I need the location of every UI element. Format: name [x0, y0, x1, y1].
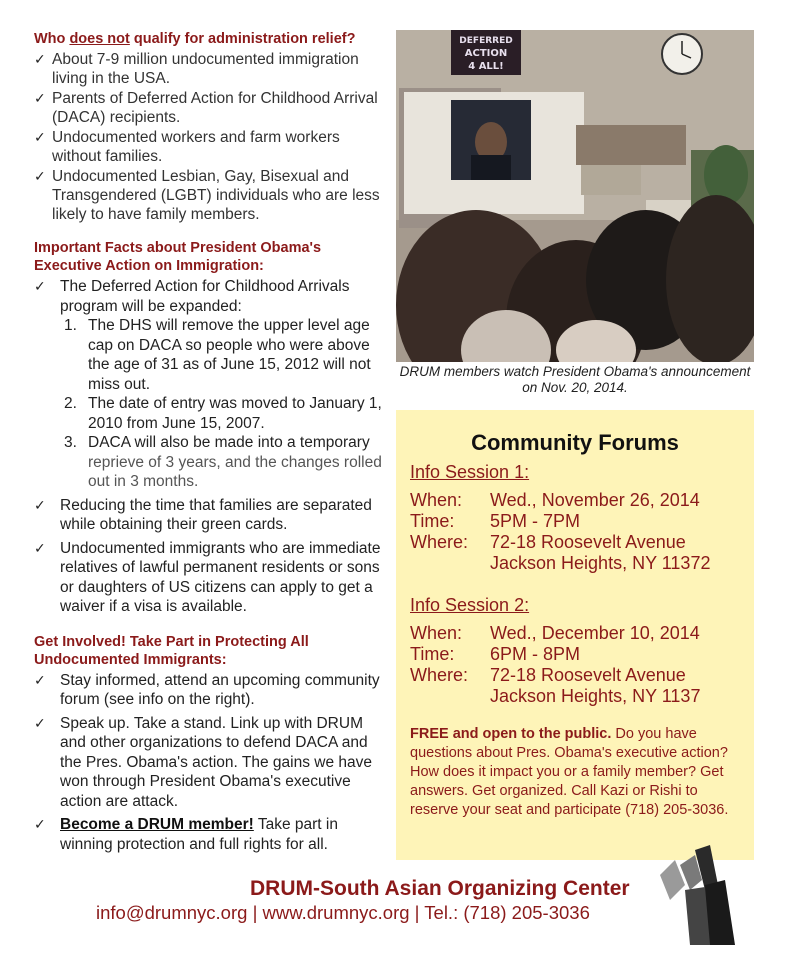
list-item: ✓ Stay informed, attend an upcoming community forum (see info on the right). — [34, 671, 380, 708]
not-qualify-list — [34, 50, 384, 224]
facts-list — [34, 277, 384, 617]
sign-text-2: ACTION — [464, 48, 508, 59]
session-1-where: Where: 72-18 Roosevelt Avenue — [410, 532, 686, 552]
list-item: ✓ Reducing the time that families are separated while obtaining their green cards. — [34, 496, 372, 533]
check-icon: ✓ — [34, 168, 46, 184]
list-item: ✓ Become a DRUM member! Take part in winning protection and full rights for all. — [34, 816, 338, 853]
forums-title: Community Forums — [471, 430, 679, 455]
check-icon: ✓ — [34, 51, 46, 67]
check-icon: ✓ — [34, 90, 46, 106]
session-2-where: Where: 72-18 Roosevelt Avenue — [410, 665, 686, 685]
photo — [396, 30, 754, 362]
session-2-label: Info Session 2: — [410, 595, 530, 615]
session-1-where-2: Jackson Heights, NY 11372 — [490, 553, 711, 573]
list-item: ✓ Undocumented immigrants who are immediate relatives of lawful permanent residents or sons or daughters of US citizens can apply to get a waiver if a visa is available. — [34, 539, 381, 615]
check-icon: ✓ — [34, 129, 46, 145]
session-2-when: When: Wed., December 10, 2014 — [410, 623, 700, 643]
session-1-when: When: Wed., November 26, 2014 — [410, 490, 700, 510]
check-icon: ✓ — [34, 816, 46, 832]
list-item: ✓ Undocumented Lesbian, Gay, Bisexual and Transgendered (LGBT) individuals who are less likely to have family members. — [34, 168, 380, 223]
photo-illustration — [396, 30, 754, 362]
session-1-label: Info Session 1: — [410, 462, 530, 482]
involved-list — [34, 671, 384, 855]
sublist-item: 1. The DHS will remove the upper level age cap on DACA so people who were above the age of 31 as of June 15, 2012 will not miss out. — [64, 317, 371, 393]
list-item: ✓ The Deferred Action for Childhood Arrivals program will be expanded: 1. The DHS will remove the upper level age cap on DACA so people who were above the age of 31 as of June 15, 2012 will not miss out. 2. The date of entry was moved to January 1, 2010 from June 15, 2007. 3. DACA will also be made into a temporary reprieve of 3 years, and the changes rolled out in 3 months. — [34, 277, 384, 492]
sign-text-1: DEFERRED — [459, 36, 513, 46]
drum-logo-icon — [650, 845, 745, 945]
list-item: ✓ Speak up. Take a stand. Link up with DRUM and other organizations to defend DACA and the Pres. Obama's action. The gains we have won through President Obama's executive action are attack. — [34, 714, 372, 810]
check-icon: ✓ — [34, 496, 46, 513]
community-forums-box — [396, 410, 754, 860]
session-2-time: Time: 6PM - 8PM — [410, 644, 581, 664]
heading-not-qualify: Who does not qualify for administration relief? — [34, 31, 356, 47]
sublist-item: 2. The date of entry was moved to January 1, 2010 from June 15, 2007. — [64, 395, 382, 432]
list-item: ✓ Undocumented workers and farm workers without families. — [34, 129, 340, 165]
photo-caption: DRUM members watch President Obama's announcement on Nov. 20, 2014. — [399, 364, 751, 395]
heading-important-facts: Important Facts about President Obama's Executive Action on Immigration: — [34, 240, 322, 274]
list-item: ✓ About 7-9 million undocumented immigration living in the USA. — [34, 51, 359, 87]
check-icon: ✓ — [34, 278, 46, 294]
left-column — [34, 30, 384, 858]
sign-text-3: 4 ALL! — [468, 61, 504, 72]
heading-get-involved: Get Involved! Take Part in Protecting All Undocumented Immigrants: — [34, 633, 309, 668]
sublist-item: 3. DACA will also be made into a temporary reprieve of 3 years, and the changes rolled out in 3 months. — [64, 434, 382, 490]
check-icon: ✓ — [34, 539, 46, 556]
contact-line[interactable]: info@drumnyc.org | www.drumnyc.org | Tel.: (718) 205-3036 — [96, 902, 590, 923]
member-link[interactable]: Become a DRUM member! — [60, 816, 254, 833]
free-info: FREE and open to the public. Do you have questions about Pres. Obama's executive action? How does it impact you or a family member? Get answers. Get organized. Call Kazi or Rishi to reserve your seat and participate (718) 205-3036. — [410, 726, 729, 818]
check-icon: ✓ — [34, 714, 46, 731]
facts-sublist — [60, 316, 384, 492]
session-1-time: Time: 5PM - 7PM — [410, 511, 581, 531]
list-item: ✓ Parents of Deferred Action for Childhood Arrival (DACA) recipients. — [34, 90, 378, 126]
session-2-where-2: Jackson Heights, NY 1137 — [490, 686, 701, 706]
org-name: DRUM-South Asian Organizing Center — [250, 877, 630, 900]
check-icon: ✓ — [34, 671, 46, 688]
